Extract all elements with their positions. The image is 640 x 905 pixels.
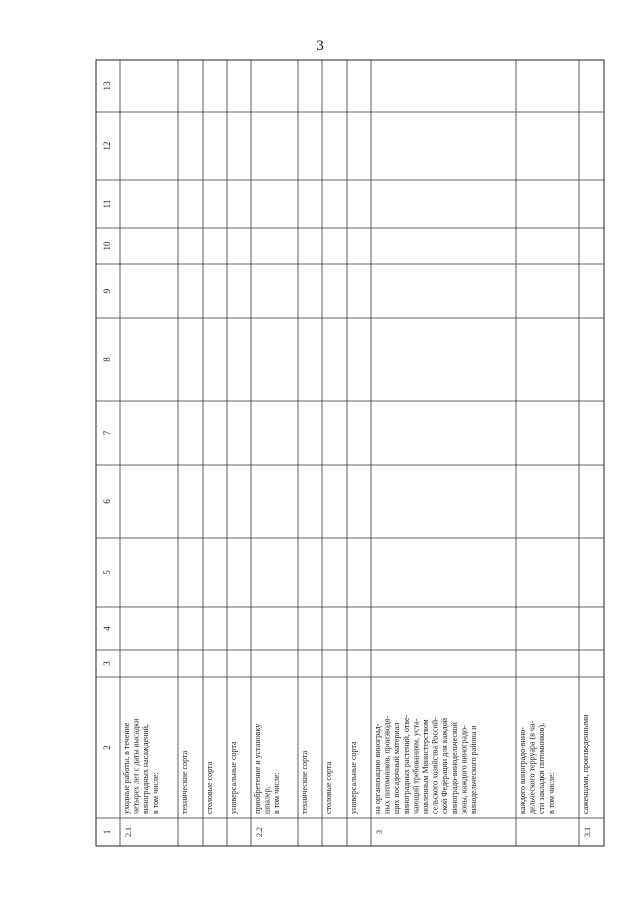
column-header: 8 [102, 357, 113, 362]
cell-text-line: сельского хозяйства Россий- [430, 717, 440, 814]
cell-text-line: шпалер, [262, 786, 272, 814]
page-number: 3 [316, 38, 324, 54]
cell-text-line: новленным Министерством [421, 719, 430, 814]
cell-text-line: виноградных растений, отве- [401, 714, 411, 814]
cell-text-line: технические сорта [180, 750, 189, 814]
column-header: 2 [102, 745, 113, 750]
cell-text-line: технические сорта [300, 750, 309, 814]
cell-text-line: ных питомников, производя- [382, 716, 392, 814]
cell-text-line: чающий требованиям, уста- [411, 718, 421, 814]
column-header: 9 [102, 288, 113, 294]
column-header: 7 [102, 430, 113, 436]
column-header: 5 [102, 570, 113, 575]
column-header: 3 [102, 661, 113, 666]
column-header: 1 [102, 829, 113, 835]
cell-text-line: ской Федерации для каждой [440, 717, 450, 814]
cell-text-line: виноградных насаждений, [141, 724, 151, 814]
column-header: 6 [102, 499, 113, 504]
cell-text-line: виноградо-винодельческой [449, 722, 459, 814]
column-header: 11 [102, 199, 113, 209]
cell-text-line: в том числе: [150, 772, 160, 814]
cell-text-line: в том числе: [546, 772, 556, 814]
cell-text-line: каждого виноградо-вино- [518, 727, 527, 814]
cell-text-line: четырех лет с даты высадки [131, 718, 141, 814]
column-header: 4 [102, 626, 113, 631]
cell-text-line: дельческого терруара (в ча- [527, 720, 537, 814]
row-number: 3 [374, 830, 384, 834]
cell-text-line: зоны, каждого виноградо- [459, 725, 469, 814]
cell-text-line: винодельческого района и [469, 725, 478, 814]
column-header: 12 [102, 141, 113, 151]
column-header: 13 [102, 81, 113, 91]
row-number: 2.2 [254, 827, 264, 837]
cell-text-line: сти закладки питомников), [537, 722, 547, 814]
cell-text-line: универсальные сорта [229, 741, 238, 814]
column-header: 10 [102, 241, 113, 251]
cell-text-line: приобретение и установку [253, 723, 262, 814]
cell-text-line: столовые сорта [205, 761, 214, 814]
cell-text-line: уходные работы, в течение [122, 722, 131, 814]
cell-text-line: столовые сорта [324, 761, 333, 814]
row-number: 2.1 [123, 827, 133, 837]
cell-text-line: щих посадочный материал [392, 722, 402, 814]
row-number: 3.1 [582, 827, 592, 837]
cell-text-line: в том числе: [272, 772, 282, 814]
cell-text-line: универсальные сорта [349, 741, 358, 814]
cell-text-line: саженцами, произведенными [581, 714, 590, 814]
cell-text-line: на организацию виноград- [373, 723, 382, 814]
